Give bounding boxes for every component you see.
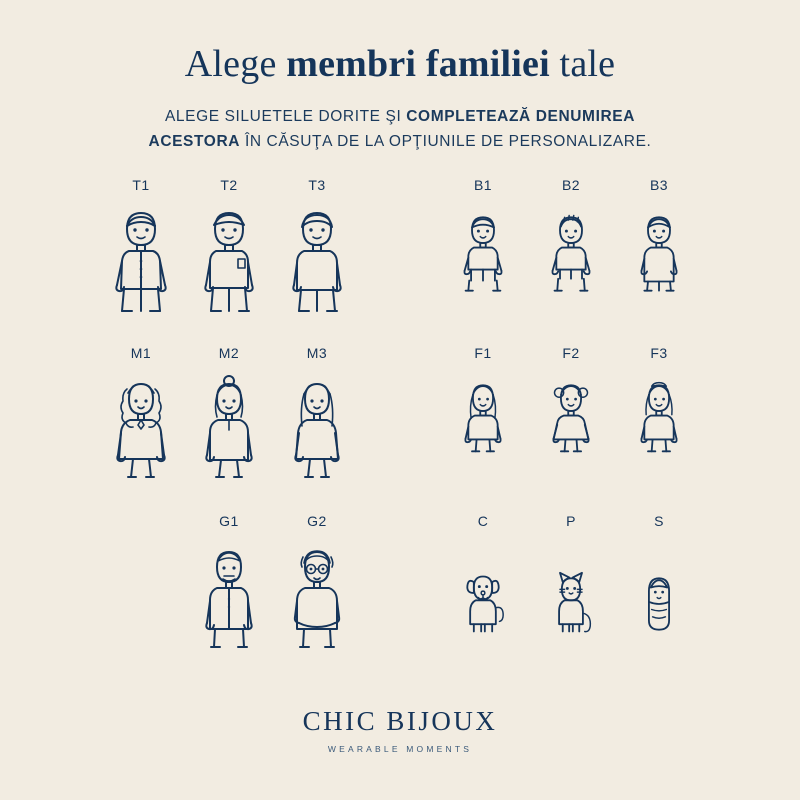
figure-label-b2: B2 (561, 176, 581, 193)
figure-cell-f3[interactable] (615, 345, 703, 477)
figure-cell-g1[interactable] (185, 513, 273, 655)
title-part-1: Alege (184, 43, 287, 85)
boy-2-icon[interactable] (527, 199, 615, 309)
figure-cell-f2[interactable] (527, 345, 615, 477)
page-title (0, 0, 800, 86)
figure-cell-b1[interactable] (439, 177, 527, 309)
figure-label-b1: B1 (473, 176, 493, 193)
figure-cell-p[interactable] (527, 513, 615, 659)
figure-cell-m1[interactable] (97, 345, 185, 487)
figure-cell-t1[interactable] (97, 177, 185, 319)
dog-icon[interactable] (439, 549, 527, 659)
brand-tagline: WEARABLE MOMENTS (327, 744, 473, 754)
figure-label-f3: F3 (650, 344, 668, 361)
boy-3-icon[interactable] (615, 199, 703, 309)
figure-label-f1: F1 (474, 344, 492, 361)
page-subtitle (0, 104, 800, 155)
subtitle-line2-b: ÎN CĂSUŢA DE LA OPŢIUNILE DE PERSONALIZARE. (240, 133, 652, 151)
figure-label-b3: B3 (649, 176, 669, 193)
figure-label-s: S (654, 512, 664, 529)
cluster-teens (97, 177, 361, 319)
figure-row-1 (0, 177, 800, 319)
girl-2-icon[interactable] (527, 367, 615, 477)
boy-1-icon[interactable] (439, 199, 527, 309)
cluster-pets (439, 513, 703, 659)
baby-swaddled-icon[interactable] (615, 549, 703, 659)
figure-label-g2: G2 (307, 512, 327, 529)
figure-label-c: C (477, 512, 489, 529)
teen-boy-3-icon[interactable] (273, 199, 361, 319)
figure-label-m3: M3 (306, 344, 328, 361)
figure-cell-m2[interactable] (185, 345, 273, 487)
cluster-mothers (97, 345, 361, 487)
cluster-grandparents (185, 513, 361, 655)
figure-label-m1: M1 (130, 344, 152, 361)
girl-3-icon[interactable] (615, 367, 703, 477)
cat-icon[interactable] (527, 549, 615, 659)
mother-3-icon[interactable] (273, 367, 361, 487)
cluster-boys (439, 177, 703, 309)
subtitle-line1-a: ALEGE SILUETELE DORITE ŞI (164, 107, 407, 125)
figure-cell-b3[interactable] (615, 177, 703, 309)
figure-cell-g2[interactable] (273, 513, 361, 655)
figure-label-p: P (566, 512, 576, 529)
figure-cell-f1[interactable] (439, 345, 527, 477)
title-part-2: membri familiei (286, 43, 550, 85)
figure-cell-m3[interactable] (273, 345, 361, 487)
figure-grid (0, 177, 800, 659)
grandmother-2-icon[interactable] (273, 535, 361, 655)
figure-label-g1: G1 (219, 512, 239, 529)
brand-block (0, 706, 800, 754)
figure-cell-s[interactable] (615, 513, 703, 659)
cluster-girls (439, 345, 703, 477)
teen-boy-2-icon[interactable] (185, 199, 273, 319)
figure-cell-t3[interactable] (273, 177, 361, 319)
girl-1-icon[interactable] (439, 367, 527, 477)
grandfather-1-icon[interactable] (185, 535, 273, 655)
figure-row-3 (0, 513, 800, 659)
figure-label-t3: T3 (308, 176, 326, 193)
subtitle-line2-a: ACESTORA (148, 133, 241, 151)
figure-label-m2: M2 (218, 344, 240, 361)
figure-label-t2: T2 (220, 176, 238, 193)
figure-cell-c[interactable] (439, 513, 527, 659)
subtitle-line1-b: COMPLETEAZĂ DENUMIREA (406, 107, 636, 125)
mother-1-icon[interactable] (97, 367, 185, 487)
figure-label-t1: T1 (132, 176, 150, 193)
brand-name: CHIC BIJOUX (302, 706, 498, 736)
figure-cell-t2[interactable] (185, 177, 273, 319)
figure-cell-b2[interactable] (527, 177, 615, 309)
title-part-3: tale (549, 43, 616, 85)
mother-2-icon[interactable] (185, 367, 273, 487)
figure-label-f2: F2 (562, 344, 580, 361)
figure-row-2 (0, 345, 800, 487)
teen-boy-1-icon[interactable] (97, 199, 185, 319)
